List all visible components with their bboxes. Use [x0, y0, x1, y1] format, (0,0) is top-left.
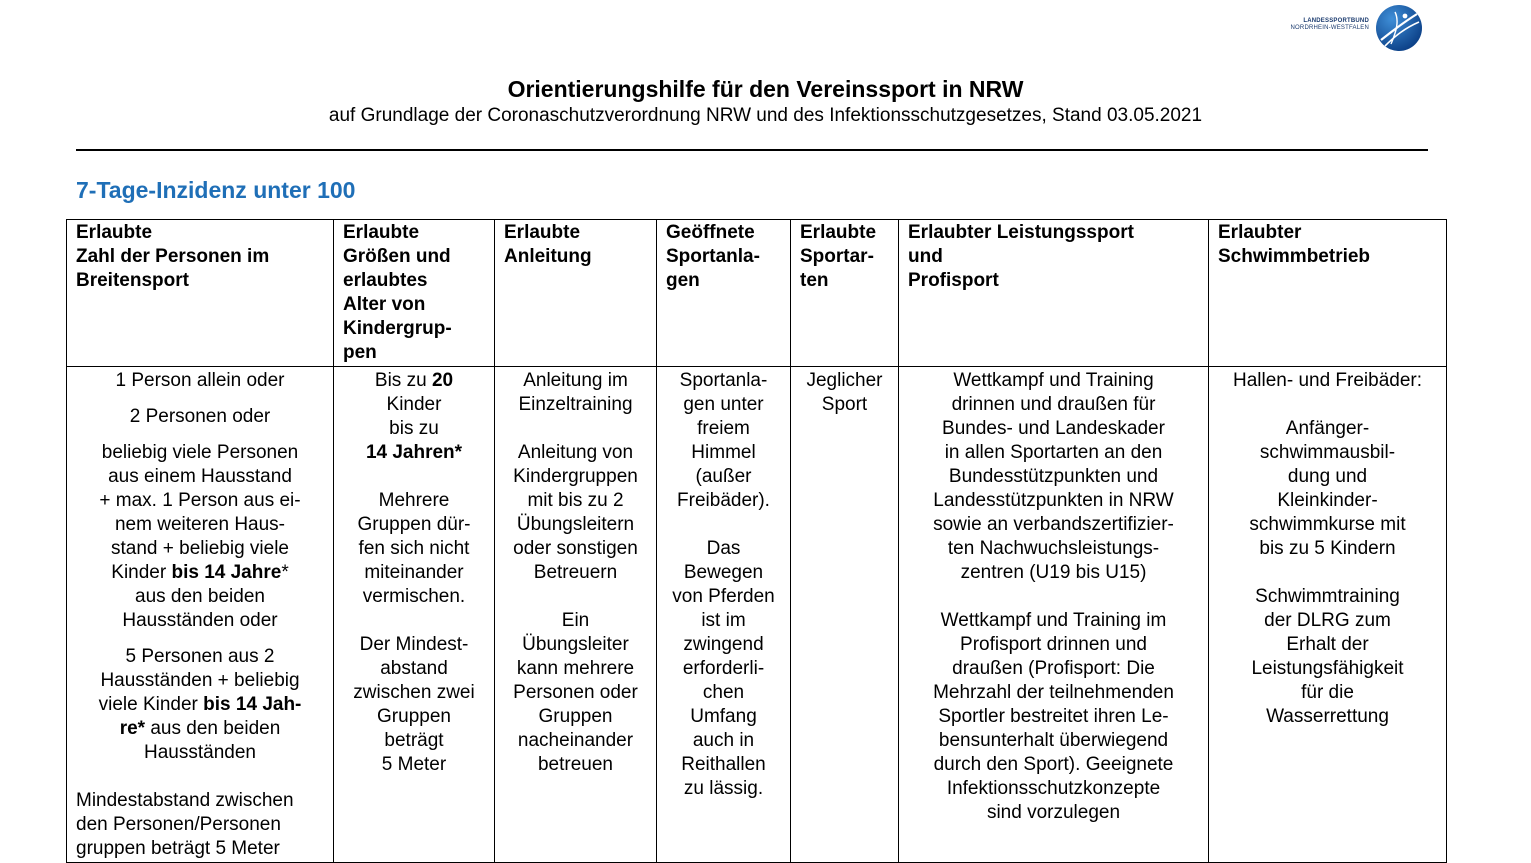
- text-line: Reithallen: [681, 754, 766, 775]
- text-line: zwingend: [683, 634, 764, 655]
- text-line: nem weiteren Haus-: [114, 514, 286, 535]
- text-line: viele Kinder bis 14 Jah-: [98, 694, 302, 715]
- table-row: [67, 367, 1447, 863]
- logo-globe-icon: [1375, 4, 1423, 52]
- text-line: mit bis zu 2: [527, 490, 624, 511]
- cell-sportarten: [791, 367, 899, 863]
- text-line: Kinder bis 14 Jahre*: [111, 562, 289, 583]
- text-line: beträgt: [384, 730, 444, 751]
- text-line: in allen Sportarten an den: [944, 442, 1163, 463]
- text-line: Bewegen: [683, 562, 764, 583]
- text-line: beliebig viele Personen: [101, 442, 299, 463]
- text-line: Hausständen + beliebig: [100, 670, 300, 691]
- text-line: den Personen/Personen: [76, 814, 281, 835]
- text-line: drinnen und draußen für: [951, 394, 1156, 415]
- text-line: Personen oder: [513, 682, 638, 703]
- table-header-row: [67, 220, 1447, 367]
- text-line: Bis zu 20: [374, 370, 454, 391]
- header-cell-leistungssport: Erlaubter Leistungssport und Profisport: [899, 220, 1209, 367]
- text-line: aus einem Hausstand: [108, 466, 292, 487]
- text-line: Anleitung von: [517, 442, 634, 463]
- text-line: aus den beiden: [135, 586, 265, 607]
- text-line: bensunterhalt überwiegend: [938, 730, 1169, 751]
- text-line: für die: [1301, 682, 1354, 703]
- text-line: zu lässig.: [683, 778, 764, 799]
- text-line: Jeglicher: [806, 370, 883, 391]
- section-heading: 7-Tage-Inzidenz unter 100: [76, 177, 356, 203]
- cell-kindergruppen: [334, 367, 495, 863]
- text-line: von Pferden: [672, 586, 775, 607]
- text-line: Gruppen: [377, 706, 451, 727]
- header-cell-kindergruppen: Erlaubte Größen und erlaubtes Alter von Kindergrup- pen: [334, 220, 495, 367]
- text-line: miteinander: [364, 562, 464, 583]
- text-line: Wettkampf und Training: [953, 370, 1154, 391]
- logo: [1287, 4, 1413, 54]
- text-line: stand + beliebig viele: [111, 538, 289, 559]
- text-line: Hausständen oder: [122, 610, 278, 631]
- text-line: Wettkampf und Training im: [940, 610, 1167, 631]
- text-line: Schwimmtraining: [1255, 586, 1400, 607]
- header-cell-anleitung: Erlaubte Anleitung: [495, 220, 657, 367]
- text-line: Mehrere: [378, 490, 450, 511]
- text-line: ten Nachwuchsleistungs-: [947, 538, 1160, 559]
- text-line: + max. 1 Person aus ei-: [99, 490, 301, 511]
- text-line: oder sonstigen: [513, 538, 638, 559]
- text-line: Bundesstützpunkten und: [948, 466, 1159, 487]
- cell-sportanlagen: [657, 367, 791, 863]
- logo-line-2: NORDRHEIN-WESTFALEN: [1290, 25, 1369, 31]
- text-line: Kindergruppen: [513, 466, 638, 487]
- text-line: freiem: [697, 418, 750, 439]
- text-line: erforderli-: [682, 658, 765, 679]
- text-line: 2 Personen oder: [129, 406, 271, 427]
- text-line: draußen (Profisport: Die: [952, 658, 1155, 679]
- text-line: bis zu 5 Kindern: [1259, 538, 1396, 559]
- text-line: sowie an verbandszertifizier-: [933, 514, 1174, 535]
- header-cell-sportarten: Erlaubte Sportar- ten: [791, 220, 899, 367]
- text-line: Betreuern: [533, 562, 618, 583]
- text-line: schwimmkurse mit: [1249, 514, 1406, 535]
- logo-text: [1287, 18, 1369, 32]
- text-line: Himmel: [691, 442, 756, 463]
- text-line: gruppen beträgt 5 Meter: [76, 838, 280, 859]
- title-divider: [76, 149, 1428, 151]
- text-line: Sportanla-: [679, 370, 768, 391]
- text-line: Kleinkinder-: [1277, 490, 1378, 511]
- text-line: Einzeltraining: [518, 394, 633, 415]
- text-line: Gruppen dür-: [357, 514, 471, 535]
- text-line: Leistungsfähigkeit: [1251, 658, 1404, 679]
- text-line: 5 Personen aus 2: [125, 646, 275, 667]
- page-title: Orientierungshilfe für den Vereinssport in NRW: [507, 76, 1024, 102]
- text-line: vermischen.: [362, 586, 466, 607]
- text-line: Hallen- und Freibäder:: [1232, 370, 1423, 391]
- text-line: Anleitung im: [523, 370, 628, 391]
- text-line: Das: [706, 538, 741, 559]
- text-line: Mindestabstand zwischen: [76, 790, 294, 811]
- text-line: Mehrzahl der teilnehmenden: [933, 682, 1174, 703]
- text-line: durch den Sport). Geeignete: [933, 754, 1174, 775]
- text-line: Sport: [821, 394, 868, 415]
- text-line: Der Mindest-: [359, 634, 469, 655]
- header-cell-schwimmbetrieb: Erlaubter Schwimmbetrieb: [1209, 220, 1447, 367]
- page-subtitle: auf Grundlage der Coronaschutzverordnung NRW und des Infektionsschutzgesetzes, Stand 03.05.2021: [328, 105, 1203, 126]
- text-line: (außer: [695, 466, 752, 487]
- text-line: Erhalt der: [1286, 634, 1369, 655]
- text-line: dung und: [1287, 466, 1368, 487]
- text-line: Ein: [561, 610, 590, 631]
- rules-table: [66, 219, 1447, 863]
- text-line: Übungsleitern: [516, 514, 635, 535]
- text-line: chen: [702, 682, 745, 703]
- text-line: 1 Person allein oder: [115, 370, 285, 391]
- text-line: abstand: [380, 658, 448, 679]
- text-line: Sportler bestreitet ihren Le-: [938, 706, 1169, 727]
- cell-anleitung: [495, 367, 657, 863]
- text-line: Hausständen: [144, 742, 256, 763]
- header-cell-breitensport: Erlaubte Zahl der Personen im Breitensport: [67, 220, 334, 367]
- text-line: auch in: [692, 730, 755, 751]
- text-line: Gruppen: [538, 706, 613, 727]
- text-line: gen unter: [683, 394, 764, 415]
- text-line: ist im: [701, 610, 746, 631]
- text-line: Profisport drinnen und: [960, 634, 1147, 655]
- text-line: Bundes- und Landeskader: [942, 418, 1165, 439]
- text-line: Wasserrettung: [1266, 706, 1389, 727]
- text-line: zentren (U19 bis U15): [960, 562, 1147, 583]
- cell-schwimmbetrieb: [1209, 367, 1447, 863]
- text-line: Freibäder).: [677, 490, 770, 511]
- text-line: Kinder: [386, 394, 442, 415]
- text-line: schwimmausbil-: [1259, 442, 1396, 463]
- text-line: Übungsleiter: [522, 634, 629, 655]
- text-line: Anfänger-: [1285, 418, 1370, 439]
- text-line: zwischen zwei: [353, 682, 475, 703]
- text-line: re* aus den beiden: [119, 718, 281, 739]
- text-line: 14 Jahren*: [365, 442, 463, 463]
- text-line: kann mehrere: [516, 658, 635, 679]
- text-line: betreuen: [537, 754, 613, 775]
- text-line: Infektionsschutzkonzepte: [946, 778, 1161, 799]
- text-line: Umfang: [690, 706, 757, 727]
- cell-leistungssport: [899, 367, 1209, 863]
- logo-line-1: LANDESSPORTBUND: [1303, 18, 1369, 24]
- text-line: der DLRG zum: [1264, 610, 1391, 631]
- text-line: bis zu: [389, 418, 439, 439]
- text-line: Landesstützpunkten in NRW: [933, 490, 1174, 511]
- text-line: 5 Meter: [381, 754, 447, 775]
- text-line: fen sich nicht: [358, 538, 470, 559]
- cell-breitensport: [67, 367, 334, 863]
- text-line: sind vorzulegen: [986, 802, 1121, 823]
- text-line: nacheinander: [517, 730, 634, 751]
- header-cell-sportanlagen: Geöffnete Sportanla- gen: [657, 220, 791, 367]
